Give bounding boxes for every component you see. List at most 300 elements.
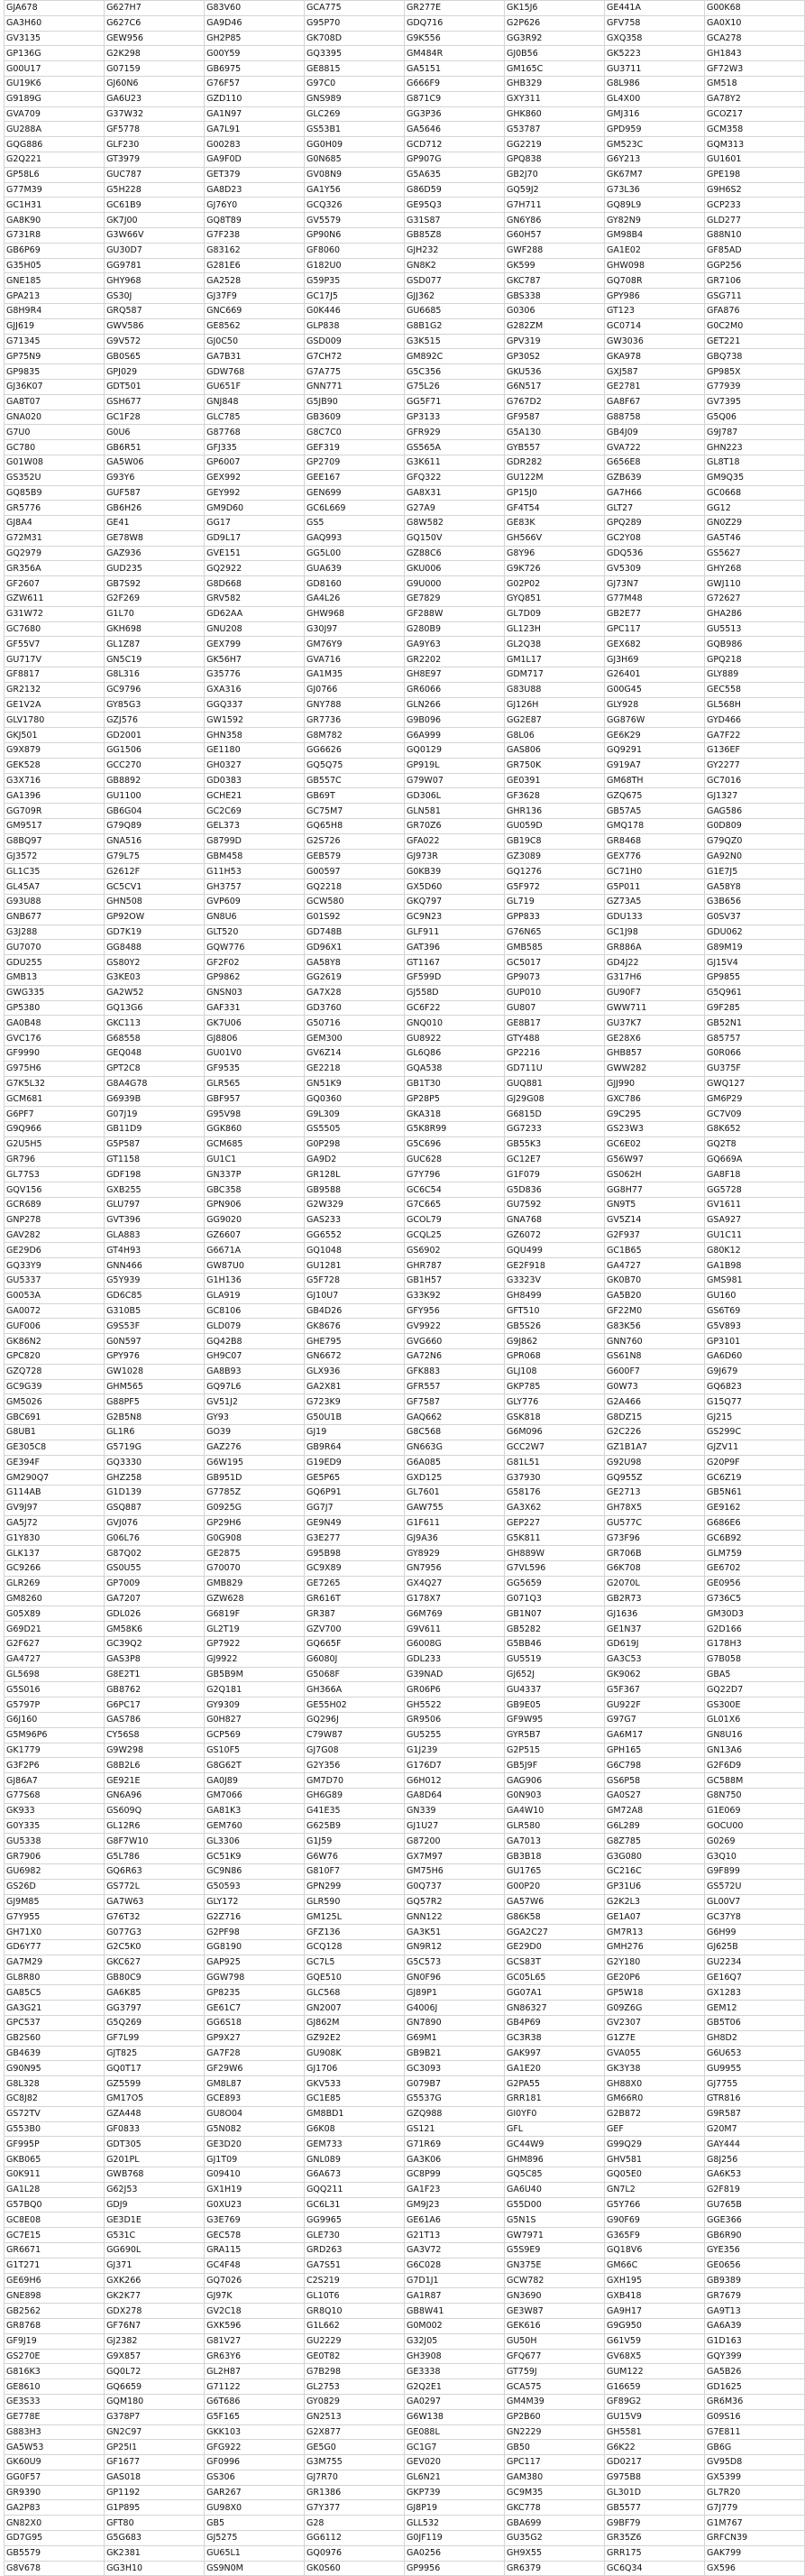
grid-cell: GQ2T8 <box>704 1136 804 1152</box>
grid-row <box>5 31 805 46</box>
grid-row <box>5 1410 805 1425</box>
grid-cell: GQ6R63 <box>105 1864 205 1880</box>
grid-cell: G2P515 <box>504 1743 604 1758</box>
grid-cell: GCP569 <box>205 1727 305 1743</box>
grid-row <box>5 2364 805 2379</box>
grid-cell: GG5728 <box>704 1182 804 1198</box>
grid-cell: G35H05 <box>5 258 105 273</box>
grid-cell: GF288W <box>404 606 504 621</box>
grid-cell: GA92N0 <box>704 849 804 864</box>
grid-cell: GB3B18 <box>504 1849 604 1864</box>
grid-cell: GU922F <box>604 1697 704 1713</box>
grid-row <box>5 1803 805 1818</box>
grid-cell: GE69H6 <box>5 2273 105 2288</box>
grid-cell: GH2P85 <box>205 31 305 46</box>
grid-cell: G7K5L32 <box>5 1076 105 1091</box>
grid-cell: G7D1J1 <box>404 2273 504 2288</box>
grid-cell: GF22M0 <box>604 1303 704 1319</box>
code-grid <box>4 0 805 2576</box>
grid-cell: GEN699 <box>305 485 405 501</box>
grid-cell: G72627 <box>704 592 804 607</box>
grid-row <box>5 2561 805 2576</box>
grid-cell: G5Y766 <box>604 2197 704 2213</box>
grid-cell: GU288A <box>5 122 105 137</box>
grid-cell: G3Q10 <box>704 1849 804 1864</box>
grid-cell: GLU797 <box>105 1197 205 1212</box>
grid-cell: G2B872 <box>604 2106 704 2121</box>
grid-cell: G1F611 <box>404 1515 504 1531</box>
grid-cell: G9L309 <box>305 1107 405 1122</box>
grid-cell: G69D21 <box>5 1622 105 1637</box>
grid-cell: G15Q77 <box>704 1394 804 1410</box>
grid-cell: GJH232 <box>404 243 504 258</box>
grid-cell: GFV758 <box>604 15 704 31</box>
grid-cell: GWF288 <box>504 243 604 258</box>
grid-cell: GHA286 <box>704 606 804 621</box>
grid-row <box>5 909 805 925</box>
grid-cell: GH9C07 <box>205 1348 305 1364</box>
grid-cell: G77939 <box>704 379 804 394</box>
grid-cell: GYB557 <box>504 440 604 455</box>
grid-cell: G5N1S <box>504 2213 604 2228</box>
grid-row <box>5 1834 805 1849</box>
grid-cell: GFR557 <box>404 1379 504 1394</box>
grid-cell: G83V60 <box>205 1 305 16</box>
grid-cell: GR7679 <box>704 2288 804 2304</box>
grid-cell: GC05L65 <box>504 1970 604 1985</box>
grid-cell: G3G080 <box>604 1849 704 1864</box>
grid-cell: GJ215 <box>704 1410 804 1425</box>
grid-cell: GP9956 <box>404 2561 504 2576</box>
grid-cell: GA6M17 <box>604 1727 704 1743</box>
grid-cell: G0N597 <box>105 1334 205 1349</box>
grid-row <box>5 2409 805 2424</box>
grid-cell: G0C2M0 <box>704 318 804 334</box>
grid-cell: GA9D46 <box>205 15 305 31</box>
grid-cell: GA1R87 <box>404 2288 504 2304</box>
grid-cell: GW1028 <box>105 1364 205 1379</box>
grid-cell: GLC568 <box>305 1985 405 2001</box>
grid-cell: GA8B93 <box>205 1364 305 1379</box>
grid-cell: GE28X6 <box>604 1031 704 1046</box>
grid-cell: GG8488 <box>105 940 205 955</box>
grid-cell: GM6P29 <box>704 1091 804 1107</box>
grid-cell: GE16Q7 <box>704 1970 804 1985</box>
grid-cell: G99Q29 <box>604 2137 704 2152</box>
grid-cell: GR750K <box>504 758 604 773</box>
grid-cell: GNA020 <box>5 409 105 425</box>
grid-cell: GA8F67 <box>604 394 704 409</box>
grid-row <box>5 1182 805 1198</box>
grid-cell: GEF319 <box>305 440 405 455</box>
grid-cell: G76N65 <box>504 925 604 940</box>
grid-cell: GL5698 <box>5 1667 105 1682</box>
grid-cell: GPH165 <box>604 1743 704 1758</box>
grid-cell: GC6L31 <box>305 2197 405 2213</box>
grid-cell: GA4W10 <box>504 1803 604 1818</box>
grid-row <box>5 1379 805 1394</box>
grid-cell: GC8106 <box>205 1303 305 1319</box>
grid-cell: GEK616 <box>504 2318 604 2333</box>
grid-cell: GDU255 <box>5 955 105 971</box>
grid-cell: GA1M35 <box>305 667 405 683</box>
grid-cell: GA1396 <box>5 788 105 804</box>
grid-cell: G310B5 <box>105 1303 205 1319</box>
grid-cell: GMB585 <box>504 940 604 955</box>
grid-cell: GZJ576 <box>105 713 205 728</box>
grid-row <box>5 2106 805 2121</box>
grid-cell: GU1601 <box>704 152 804 167</box>
grid-cell: GLK137 <box>5 1546 105 1561</box>
grid-cell: GP5380 <box>5 1000 105 1016</box>
grid-cell: GJ86A7 <box>5 1773 105 1789</box>
grid-cell: GF8060 <box>305 243 405 258</box>
grid-cell: G625B9 <box>305 1818 405 1834</box>
grid-cell: GSD077 <box>404 273 504 289</box>
grid-cell: GKU006 <box>404 561 504 576</box>
grid-cell: GHR136 <box>504 804 604 819</box>
grid-cell: G0U6 <box>105 425 205 440</box>
grid-cell: G00G45 <box>604 682 704 697</box>
grid-cell: GA9Y63 <box>404 637 504 652</box>
grid-cell: G3X716 <box>5 773 105 788</box>
grid-cell: GM58K6 <box>105 1622 205 1637</box>
grid-cell: G80K12 <box>704 1243 804 1258</box>
grid-cell: GEC558 <box>704 682 804 697</box>
grid-row <box>5 576 805 592</box>
grid-cell: GE61A6 <box>404 2213 504 2228</box>
grid-cell: GZA448 <box>105 2106 205 2121</box>
grid-cell: GH5581 <box>604 2424 704 2440</box>
grid-cell: GV1611 <box>704 1197 804 1212</box>
grid-cell: GJ1U27 <box>404 1818 504 1834</box>
grid-row <box>5 2121 805 2137</box>
grid-cell: GLY889 <box>704 667 804 683</box>
grid-cell: G9C295 <box>604 1107 704 1122</box>
grid-cell: GHB857 <box>604 1045 704 1061</box>
grid-cell: GM9Q35 <box>704 470 804 485</box>
grid-row <box>5 152 805 167</box>
grid-cell: GNN771 <box>305 379 405 394</box>
grid-cell: G0Q737 <box>404 1879 504 1894</box>
grid-row <box>5 2273 805 2288</box>
grid-cell: G5K8R99 <box>404 1121 504 1136</box>
grid-cell: GU908K <box>305 2046 405 2061</box>
grid-cell: G5Q269 <box>105 2015 205 2030</box>
grid-cell: GJ8P19 <box>404 2500 504 2516</box>
grid-cell: GAS233 <box>305 1212 405 1228</box>
grid-cell: GA6D60 <box>704 1348 804 1364</box>
grid-cell: GU50H <box>504 2333 604 2349</box>
grid-cell: GZB639 <box>604 470 704 485</box>
grid-cell: GKP785 <box>504 1379 604 1394</box>
grid-cell: G6939B <box>105 1091 205 1107</box>
grid-cell: GM7R13 <box>604 1925 704 1940</box>
grid-row <box>5 2242 805 2258</box>
grid-row <box>5 106 805 122</box>
grid-cell: G6M096 <box>504 1424 604 1440</box>
grid-cell: G6A085 <box>404 1455 504 1470</box>
grid-cell: GA58Y8 <box>305 955 405 971</box>
grid-cell: GQ3395 <box>305 46 405 61</box>
grid-cell: G553B0 <box>5 2121 105 2137</box>
grid-cell: GSH677 <box>105 394 205 409</box>
grid-cell: GF7L99 <box>105 2030 205 2046</box>
grid-row <box>5 819 805 834</box>
grid-cell: GM4M39 <box>504 2394 604 2409</box>
grid-cell: GGE366 <box>704 2213 804 2228</box>
grid-cell: GJ9922 <box>205 1651 305 1667</box>
grid-row <box>5 1940 805 1955</box>
grid-cell: GA5T46 <box>704 530 804 546</box>
grid-cell: GE1N37 <box>604 1622 704 1637</box>
grid-cell: GMQ178 <box>604 819 704 834</box>
grid-cell: G2Q181 <box>205 1682 305 1697</box>
grid-cell: GJ0766 <box>305 682 405 697</box>
grid-cell: G11H53 <box>205 864 305 879</box>
grid-cell: GL1Z87 <box>105 637 205 652</box>
grid-cell: GC7E15 <box>5 2228 105 2243</box>
grid-cell: GU375F <box>704 1061 804 1076</box>
grid-cell: GL719 <box>504 895 604 910</box>
grid-cell: GEF <box>604 2121 704 2137</box>
grid-cell: GB5282 <box>504 1622 604 1637</box>
grid-cell: G76T32 <box>105 1909 205 1925</box>
grid-cell: GEV020 <box>404 2455 504 2470</box>
grid-cell: GWQ127 <box>704 1076 804 1091</box>
grid-cell: GL3306 <box>205 1834 305 1849</box>
grid-cell: GC9N23 <box>404 909 504 925</box>
grid-cell: G1Z7E <box>604 2030 704 2046</box>
grid-cell: G16659 <box>604 2379 704 2395</box>
grid-cell: GQ13G6 <box>105 1000 205 1016</box>
grid-cell: GDU133 <box>604 909 704 925</box>
grid-cell: GC588M <box>704 1773 804 1789</box>
grid-cell: GDT305 <box>105 2137 205 2152</box>
grid-cell: GP8235 <box>205 1985 305 2001</box>
grid-cell: GK5223 <box>604 46 704 61</box>
grid-cell: G8UB1 <box>5 1424 105 1440</box>
grid-row <box>5 1651 805 1667</box>
grid-cell: G93U88 <box>5 895 105 910</box>
grid-cell: GH88X0 <box>604 2076 704 2092</box>
grid-cell: G114AB <box>5 1486 105 1501</box>
grid-cell: GB4J09 <box>604 425 704 440</box>
grid-cell: GKC627 <box>105 1955 205 1970</box>
grid-cell: G9V611 <box>404 1622 504 1637</box>
grid-cell: GC9M35 <box>504 2485 604 2500</box>
grid-cell: GJ371 <box>105 2258 205 2273</box>
grid-cell: GF89G2 <box>604 2394 704 2409</box>
grid-cell: GB6R90 <box>704 2228 804 2243</box>
grid-cell: G1J59 <box>305 1834 405 1849</box>
grid-cell: G6K22 <box>604 2440 704 2455</box>
grid-cell: GL568H <box>704 697 804 713</box>
grid-cell: GK86N2 <box>5 1334 105 1349</box>
grid-cell: GFR929 <box>404 425 504 440</box>
grid-cell: GB0S65 <box>105 349 205 364</box>
grid-row <box>5 1682 805 1697</box>
grid-cell: GE2875 <box>205 1546 305 1561</box>
grid-cell: GAV282 <box>5 1228 105 1243</box>
grid-cell: GQ0129 <box>404 743 504 759</box>
grid-row <box>5 804 805 819</box>
grid-cell: GV95D8 <box>704 2455 804 2470</box>
grid-cell: GWW711 <box>604 1000 704 1016</box>
grid-cell: GM125L <box>305 1909 405 1925</box>
grid-row <box>5 516 805 531</box>
grid-cell: GQM180 <box>105 2394 205 2409</box>
grid-cell: GCW782 <box>504 2273 604 2288</box>
grid-row <box>5 1152 805 1167</box>
grid-cell: GF1677 <box>105 2455 205 2470</box>
grid-cell: GGW798 <box>205 1970 305 1985</box>
grid-cell: G8J256 <box>704 2152 804 2167</box>
grid-row <box>5 1348 805 1364</box>
grid-cell: GB4639 <box>5 2046 105 2061</box>
grid-cell: GEK528 <box>5 758 105 773</box>
grid-cell: G8L986 <box>604 76 704 91</box>
grid-cell: G1F079 <box>504 1167 604 1182</box>
grid-cell: GG3R92 <box>504 31 604 46</box>
grid-cell: GBM458 <box>205 849 305 864</box>
grid-cell: GE2781 <box>604 379 704 394</box>
grid-row <box>5 1258 805 1274</box>
grid-cell: GP3133 <box>404 409 504 425</box>
grid-cell: G81L51 <box>504 1455 604 1470</box>
grid-cell: GA8K90 <box>5 213 105 228</box>
grid-cell: GR277E <box>404 1 504 16</box>
grid-cell: GB80C9 <box>105 1970 205 1985</box>
grid-cell: GN13A6 <box>704 1743 804 1758</box>
grid-cell: GV2C18 <box>205 2304 305 2319</box>
grid-cell: GY9309 <box>205 1697 305 1713</box>
grid-cell: G2W329 <box>305 1197 405 1212</box>
grid-cell: GA5B20 <box>604 1288 704 1303</box>
grid-row <box>5 2091 805 2106</box>
grid-cell: GH8E97 <box>404 667 504 683</box>
grid-cell: GR7906 <box>5 1849 105 1864</box>
grid-cell: GE2713 <box>604 1486 704 1501</box>
grid-cell: GN8U6 <box>205 909 305 925</box>
grid-row <box>5 1789 805 1804</box>
grid-cell: GNN122 <box>404 1909 504 1925</box>
grid-row <box>5 2485 805 2500</box>
grid-cell: G50593 <box>205 1879 305 1894</box>
grid-row <box>5 1531 805 1546</box>
grid-row <box>5 243 805 258</box>
grid-cell: GLV1780 <box>5 713 105 728</box>
grid-cell: GC7L5 <box>305 1955 405 1970</box>
grid-cell: GZW611 <box>5 592 105 607</box>
grid-cell: G8C568 <box>404 1424 504 1440</box>
grid-cell: GQ97L6 <box>205 1379 305 1394</box>
grid-cell: GP2216 <box>504 1045 604 1061</box>
grid-cell: GB9B21 <box>404 2046 504 2061</box>
grid-cell: GC5CV1 <box>105 879 205 895</box>
grid-cell: GP9X27 <box>205 2030 305 2046</box>
grid-cell: GA4727 <box>5 1651 105 1667</box>
grid-cell: GP15J0 <box>504 485 604 501</box>
grid-cell: GP9862 <box>205 971 305 986</box>
grid-cell: GL123H <box>504 621 604 637</box>
grid-cell: GT1158 <box>105 1152 205 1167</box>
grid-cell: G8L328 <box>5 2076 105 2092</box>
grid-cell: GW1592 <box>205 713 305 728</box>
grid-cell: GWW282 <box>604 1061 704 1076</box>
grid-cell: GQQ211 <box>305 2182 405 2197</box>
grid-cell: GF9535 <box>205 1061 305 1076</box>
grid-cell: G72M31 <box>5 530 105 546</box>
grid-cell: GUF006 <box>5 1319 105 1334</box>
grid-cell: GG2219 <box>504 137 604 152</box>
grid-cell: GU1100 <box>105 788 205 804</box>
grid-cell: GM17O5 <box>105 2091 205 2106</box>
grid-cell: GQ0T17 <box>105 2061 205 2076</box>
grid-cell: GL12R6 <box>105 1818 205 1834</box>
grid-row <box>5 985 805 1000</box>
grid-row <box>5 2001 805 2016</box>
grid-cell: GA85C5 <box>5 1985 105 2001</box>
grid-cell: GC7V09 <box>704 1107 804 1122</box>
grid-cell: GU6685 <box>404 303 504 318</box>
grid-cell: GQB986 <box>704 637 804 652</box>
grid-cell: GDU062 <box>704 925 804 940</box>
grid-row <box>5 1500 805 1515</box>
grid-cell: G731R8 <box>5 227 105 243</box>
grid-cell: GA7B31 <box>205 349 305 364</box>
grid-cell: GM98B4 <box>604 227 704 243</box>
grid-cell: GHW968 <box>305 606 405 621</box>
grid-cell: GZ88C6 <box>404 546 504 561</box>
grid-cell: GUQ881 <box>504 1076 604 1091</box>
grid-cell: GQ57R2 <box>404 1894 504 1909</box>
grid-cell: G666F9 <box>404 76 504 91</box>
grid-cell: G9S53F <box>105 1319 205 1334</box>
grid-cell: GN0F96 <box>404 1970 504 1985</box>
grid-cell: G317H6 <box>604 971 704 986</box>
grid-cell: GBF957 <box>205 1091 305 1107</box>
grid-cell: GD3760 <box>305 1000 405 1016</box>
grid-cell: GN337P <box>205 1167 305 1182</box>
grid-cell: GAY444 <box>704 2137 804 2152</box>
grid-cell: GU30D7 <box>105 243 205 258</box>
grid-cell: GLL532 <box>404 2516 504 2531</box>
grid-cell: GRV582 <box>205 592 305 607</box>
grid-cell: GG690L <box>105 2242 205 2258</box>
grid-cell: G0053A <box>5 1288 105 1303</box>
grid-cell: GL7601 <box>404 1486 504 1501</box>
grid-cell: GS300E <box>704 1697 804 1713</box>
grid-cell: GVA055 <box>604 2046 704 2061</box>
grid-row <box>5 2349 805 2364</box>
grid-cell: GR9506 <box>404 1713 504 1728</box>
grid-cell: G767D2 <box>504 394 604 409</box>
grid-cell: GA7W63 <box>105 1894 205 1909</box>
grid-cell: GD306L <box>404 788 504 804</box>
grid-cell: G5719G <box>105 1440 205 1455</box>
grid-cell: GF599D <box>404 971 504 986</box>
grid-cell: GFA876 <box>704 303 804 318</box>
grid-cell: GV7395 <box>704 394 804 409</box>
grid-row <box>5 1637 805 1652</box>
grid-cell: GB8762 <box>105 1682 205 1697</box>
grid-cell: GZ3089 <box>504 849 604 864</box>
grid-cell: G280B9 <box>404 621 504 637</box>
grid-cell: GX5D60 <box>404 879 504 895</box>
grid-cell: GH889W <box>504 1546 604 1561</box>
grid-cell: GLF230 <box>105 137 205 152</box>
